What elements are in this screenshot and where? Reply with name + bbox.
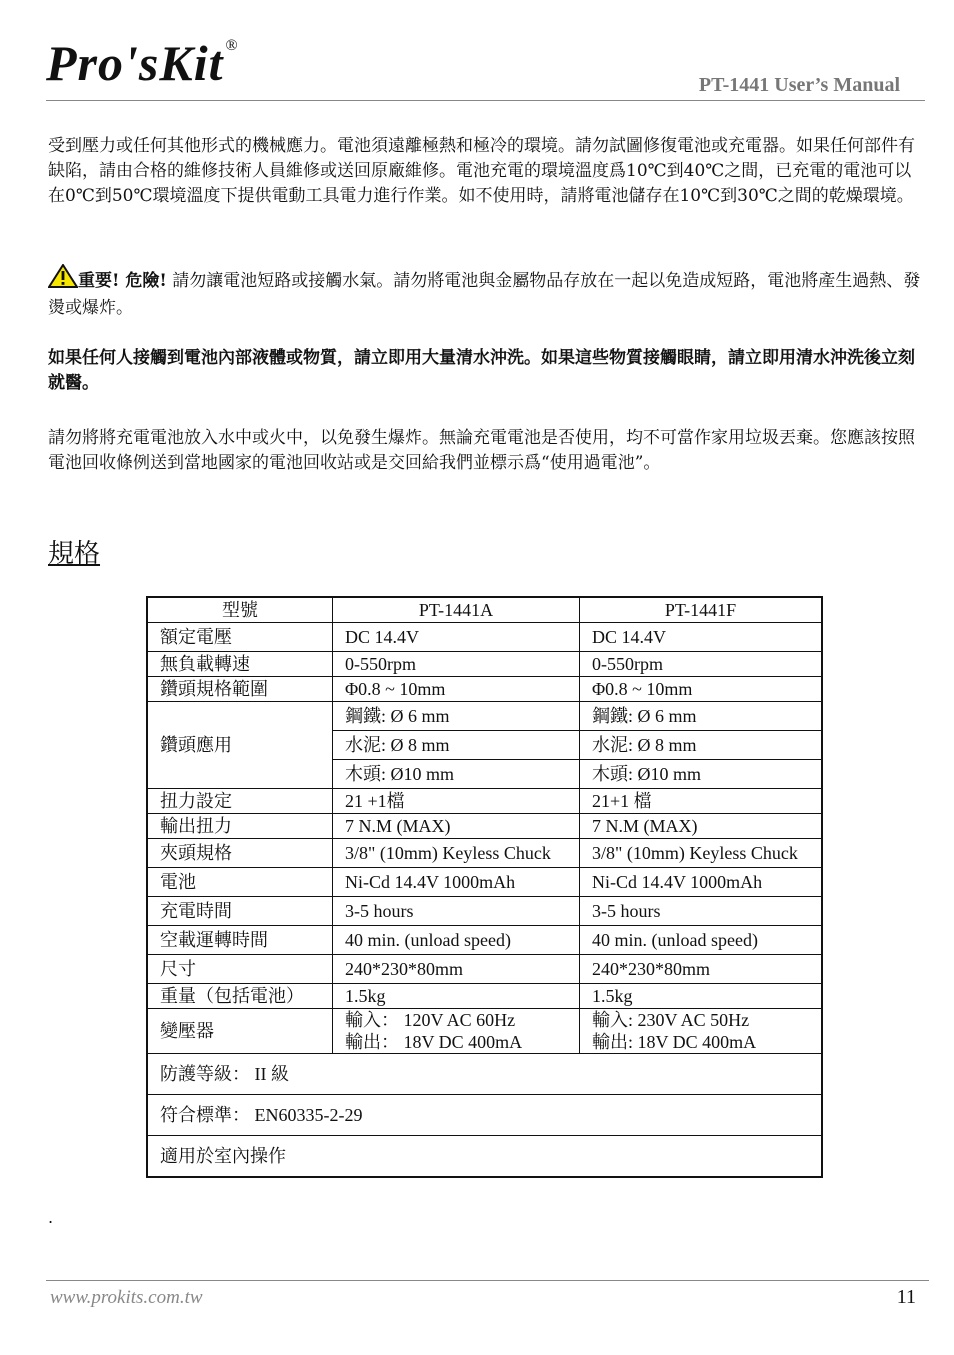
table-row bbox=[147, 955, 822, 984]
standard-cell: 符合標準： EN60335-2-29 bbox=[147, 1095, 822, 1136]
table-row bbox=[147, 839, 822, 868]
table-cell: 型號 bbox=[147, 597, 333, 623]
table-cell: 鑽頭應用 bbox=[147, 702, 333, 789]
table-row bbox=[147, 897, 822, 926]
table-cell: Ni-Cd 14.4V 1000mAh bbox=[580, 868, 823, 897]
table-cell: 3/8" (10mm) Keyless Chuck bbox=[580, 839, 823, 868]
battery-care-paragraph: 受到壓力或任何其他形式的機械應力。電池須遠離極熱和極冷的環境。請勿試圖修復電池或充電器。如果任何部件有缺陷，請由合格的維修技術人員維修或送回原廠維修。電池充電的環境溫度爲10℃到40℃之間，已充電的電池可以在0℃到50℃環境溫度下提供電動工具電力進行作業。如不使用時，請將電池儲存在10℃到30℃之間的乾燥環境。 bbox=[48, 136, 915, 206]
table-cell: 充電時間 bbox=[147, 897, 333, 926]
table-cell bbox=[333, 1009, 580, 1054]
table-cell: 0-550rpm bbox=[580, 652, 823, 677]
warning-label: 重要! 危險! bbox=[78, 271, 167, 291]
protection-class-cell: 防護等級： II 級 bbox=[147, 1054, 822, 1095]
table-cell: 3-5 hours bbox=[333, 897, 580, 926]
header-divider bbox=[46, 100, 925, 101]
table-cell: 輸出扭力 bbox=[147, 814, 333, 839]
table-cell: 扭力設定 bbox=[147, 789, 333, 814]
table-cell: Φ0.8 ~ 10mm bbox=[333, 677, 580, 702]
table-row bbox=[147, 1136, 822, 1178]
table-cell: DC 14.4V bbox=[333, 623, 580, 652]
warning-paragraph bbox=[48, 264, 924, 321]
footer-url: www.prokits.com.tw bbox=[50, 1287, 203, 1308]
brand-logo bbox=[46, 35, 239, 91]
indoor-use-cell: 適用於室內操作 bbox=[147, 1136, 822, 1178]
table-cell: 鑽頭規格範圍 bbox=[147, 677, 333, 702]
footer-divider bbox=[46, 1280, 929, 1281]
table-cell: 水泥: Ø 8 mm bbox=[580, 731, 823, 760]
table-cell: 7 N.M (MAX) bbox=[333, 814, 580, 839]
table-cell: Φ0.8 ~ 10mm bbox=[580, 677, 823, 702]
table-row bbox=[147, 623, 822, 652]
table-cell: 空載運轉時間 bbox=[147, 926, 333, 955]
table-cell: 變壓器 bbox=[147, 1009, 333, 1054]
table-cell: 水泥: Ø 8 mm bbox=[333, 731, 580, 760]
logo-text: Pro'sKit bbox=[46, 35, 224, 91]
section-heading: 規格 bbox=[48, 539, 101, 569]
registered-mark: ® bbox=[225, 37, 239, 54]
warning-text: 請勿讓電池短路或接觸水氣。請勿將電池與金屬物品存放在一起以免造成短路，電池將產生過熱、發燙或爆炸。 bbox=[48, 271, 921, 318]
table-row bbox=[147, 677, 822, 702]
table-cell: 尺寸 bbox=[147, 955, 333, 984]
transformer-output-a: 輸出： 18V DC 400mA bbox=[345, 1032, 523, 1052]
table-cell bbox=[580, 1009, 823, 1054]
table-row bbox=[147, 702, 822, 731]
table-row bbox=[147, 984, 822, 1009]
table-cell: 3-5 hours bbox=[580, 897, 823, 926]
table-cell: 21+1 檔 bbox=[580, 789, 823, 814]
warning-triangle-icon bbox=[48, 264, 78, 296]
table-cell: 40 min. (unload speed) bbox=[580, 926, 823, 955]
table-cell: 木頭: Ø10 mm bbox=[580, 760, 823, 789]
table-cell: 21 +1檔 bbox=[333, 789, 580, 814]
table-cell: 額定電壓 bbox=[147, 623, 333, 652]
table-row bbox=[147, 868, 822, 897]
table-cell: 木頭: Ø10 mm bbox=[333, 760, 580, 789]
table-cell: Ni-Cd 14.4V 1000mAh bbox=[333, 868, 580, 897]
table-cell: 鋼鐵: Ø 6 mm bbox=[333, 702, 580, 731]
table-row bbox=[147, 1095, 822, 1136]
transformer-output-f: 輸出: 18V DC 400mA bbox=[592, 1032, 757, 1052]
table-cell: 夾頭規格 bbox=[147, 839, 333, 868]
table-cell: 電池 bbox=[147, 868, 333, 897]
table-cell: 鋼鐵: Ø 6 mm bbox=[580, 702, 823, 731]
table-row bbox=[147, 652, 822, 677]
table-row bbox=[147, 789, 822, 814]
table-cell: 7 N.M (MAX) bbox=[580, 814, 823, 839]
first-aid-paragraph: 如果任何人接觸到電池內部液體或物質，請立即用大量清水沖洗。如果這些物質接觸眼睛，請立即用清水沖洗後立刻就醫。 bbox=[48, 348, 915, 393]
table-cell: 40 min. (unload speed) bbox=[333, 926, 580, 955]
table-header-row bbox=[147, 597, 822, 623]
table-row bbox=[147, 1054, 822, 1095]
table-cell: 3/8" (10mm) Keyless Chuck bbox=[333, 839, 580, 868]
page-number: 11 bbox=[896, 1286, 916, 1308]
table-row bbox=[147, 814, 822, 839]
table-cell: 重量（包括電池） bbox=[147, 984, 333, 1009]
table-cell: 240*230*80mm bbox=[580, 955, 823, 984]
transformer-input-f: 輸入: 230V AC 50Hz bbox=[592, 1010, 750, 1030]
table-cell: PT-1441F bbox=[580, 597, 823, 623]
table-cell: 0-550rpm bbox=[333, 652, 580, 677]
table-cell: 無負載轉速 bbox=[147, 652, 333, 677]
table-cell: 1.5kg bbox=[580, 984, 823, 1009]
manual-title: PT-1441 User’s Manual bbox=[698, 74, 900, 96]
disposal-paragraph: 請勿將將充電電池放入水中或火中，以免發生爆炸。無論充電電池是否使用，均不可當作家用垃圾丟棄。您應該按照電池回收條例送到當地國家的電池回收站或是交回給我們並標示爲“使用過電池”。 bbox=[48, 428, 915, 473]
table-cell: DC 14.4V bbox=[580, 623, 823, 652]
spec-table bbox=[146, 596, 823, 1178]
table-cell: 1.5kg bbox=[333, 984, 580, 1009]
table-cell: 240*230*80mm bbox=[333, 955, 580, 984]
table-row bbox=[147, 926, 822, 955]
table-row bbox=[147, 1009, 822, 1054]
table-cell: PT-1441A bbox=[333, 597, 580, 623]
stray-dot: . bbox=[48, 1208, 54, 1227]
transformer-input-a: 輸入： 120V AC 60Hz bbox=[345, 1010, 516, 1030]
